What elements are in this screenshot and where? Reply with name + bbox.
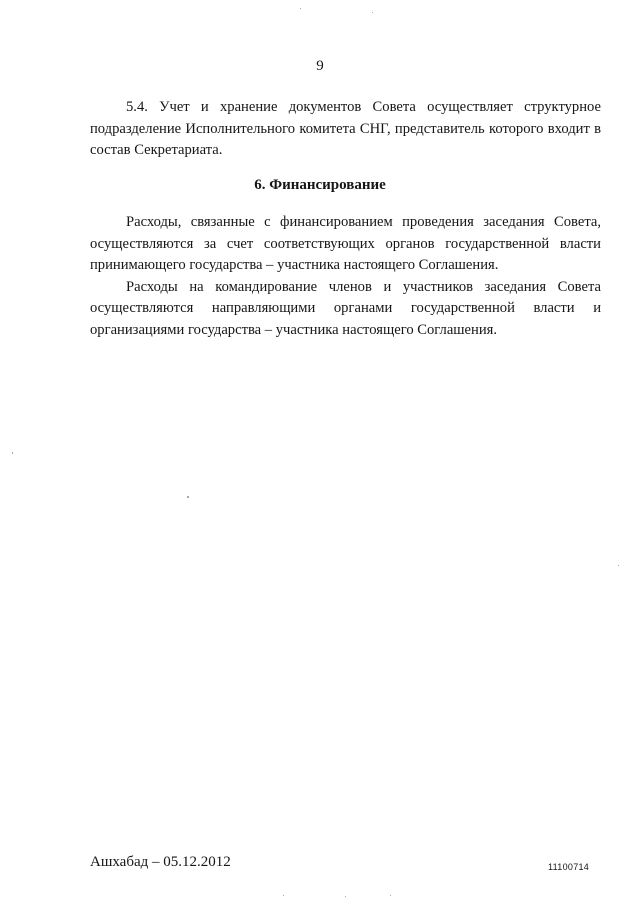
section-6-paragraph-2: Расходы на командирование членов и участников заседания Совета осуществляются направляющими органами государственной власти и организациями государства – участника настоящего Соглашения.	[90, 278, 601, 338]
section-5-4-paragraph: 5.4. Учет и хранение документов Совета осуществляет структурное подразделение Исполнительного комитета СНГ, представитель которого входит в состав Секретариата.	[90, 99, 601, 158]
scan-speck	[618, 565, 619, 566]
footer-place-date: Ашхабад – 05.12.2012	[90, 854, 231, 870]
section-6-body	[90, 212, 601, 341]
scan-speck	[390, 895, 391, 896]
scan-speck	[12, 452, 13, 454]
section-6-heading: 6. Финансирование	[254, 177, 386, 193]
page-number: 9	[316, 58, 324, 74]
scan-speck	[345, 896, 346, 897]
scan-speck	[187, 496, 189, 498]
section-6-paragraph-1: Расходы, связанные с финансированием проведения заседания Совета, осуществляются за счет соответствующих органов государственной власти принимающего государства – участника настоящего Соглашения.	[90, 214, 601, 273]
section-5-4-block	[90, 97, 601, 162]
scan-speck	[300, 8, 301, 9]
scan-speck	[283, 895, 284, 896]
scan-speck	[372, 12, 373, 13]
footer-document-code: 11100714	[548, 862, 590, 872]
